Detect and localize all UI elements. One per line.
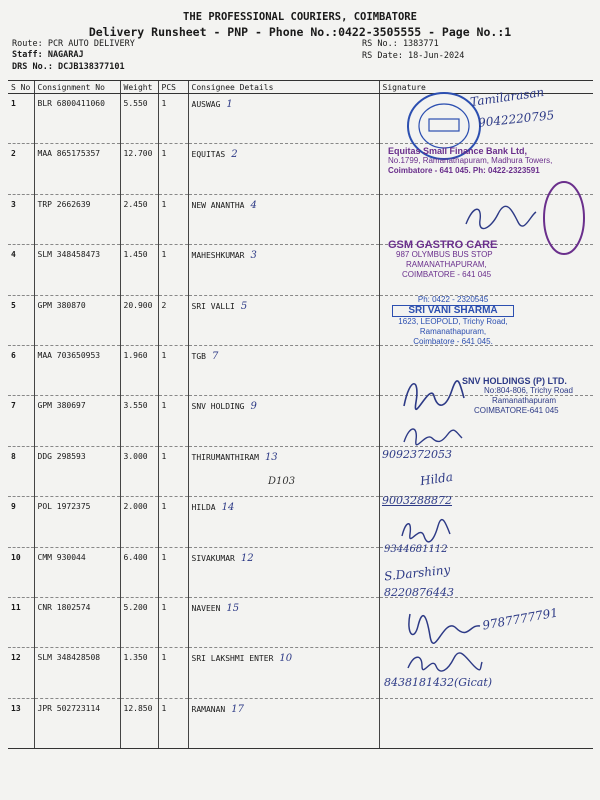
consignee-name: SRI LAKSHMI ENTER	[191, 654, 274, 664]
gicat-note: (Gicat)	[454, 676, 493, 689]
row-consignment-no: DDG 298593	[34, 446, 120, 496]
signature-scribble-3	[460, 196, 540, 236]
handwritten-sequence-mark: 4	[250, 199, 257, 211]
row-consignment-no: MAA 703650953	[34, 345, 120, 395]
row-pcs: 1	[158, 597, 188, 647]
row-weight: 5.200	[120, 597, 158, 647]
table-row	[8, 245, 593, 295]
vani-stamp: Ph: 0422 - 2320545 SRI VANI SHARMA 1623, LEOPOLD, Trichy Road, Ramanathapuram, Coimbatore - 641 045.	[378, 295, 528, 347]
row-sno: 11	[8, 597, 34, 647]
equitas-stamp: Equitas Small Finance Bank Ltd, No.1799, Ramanathapuram, Madhura Towers, Coimbatore - 641 045. Ph: 0422-2323591	[388, 146, 553, 175]
signature-note-9: Hilda	[419, 469, 454, 489]
company-title: THE PROFESSIONAL COURIERS, COIMBATORE	[183, 11, 417, 23]
row-sno: 8	[8, 446, 34, 496]
row-consignee	[188, 597, 379, 647]
consignee-name: TGB	[191, 351, 206, 361]
signature-phone-13	[384, 676, 492, 689]
handwritten-sequence-mark: 13	[264, 451, 278, 463]
table-row	[8, 497, 593, 547]
row-sno: 4	[8, 245, 34, 295]
row-pcs: 1	[158, 396, 188, 446]
row-sno: 2	[8, 144, 34, 194]
handwritten-sequence-mark: 3	[250, 250, 257, 262]
row-weight: 3.550	[120, 396, 158, 446]
signature-scribble-7	[400, 372, 466, 416]
consignee-name: AUSWAG	[191, 100, 221, 109]
row-pcs: 1	[158, 698, 188, 748]
signature-phone-12: 9787777791	[481, 605, 559, 633]
row-signature	[379, 698, 593, 748]
row-consignee	[188, 144, 379, 194]
consignee-name: MAHESHKUMAR	[191, 251, 245, 261]
signature-scribble-8	[400, 420, 466, 450]
handwritten-sequence-mark: 15	[226, 602, 240, 614]
row-consignee	[188, 497, 379, 547]
row-consignee	[188, 396, 379, 446]
row-consignee	[188, 345, 379, 395]
signature-phone-10: 9344681112	[384, 544, 448, 555]
signature-phone-11: 8220876443	[384, 586, 454, 599]
row-consignment-no: BLR 6800411060	[34, 94, 120, 144]
drs-number: DRS No.: DCJB138377101	[12, 62, 125, 72]
consignee-name: SNV HOLDING	[191, 402, 245, 412]
handwritten-sequence-mark: 12	[240, 552, 254, 564]
table-row	[8, 698, 593, 748]
signature-scribble-10	[398, 516, 454, 546]
row-pcs: 1	[158, 144, 188, 194]
snv-stamp: SNV HOLDINGS (P) LTD. No:804-806, Trichy Road Ramanathapuram COIMBATORE-641 045	[462, 376, 573, 415]
consignee-name: EQUITAS	[191, 150, 226, 160]
row-pcs: 1	[158, 446, 188, 496]
row-pcs: 1	[158, 245, 188, 295]
row-consignee	[188, 446, 379, 496]
phone-text: 8438181432	[384, 676, 454, 689]
row-consignee	[188, 245, 379, 295]
row-pcs: 2	[158, 295, 188, 345]
consignee-name: RAMANAN	[191, 704, 226, 714]
rs-number: RS No.: 1383771	[362, 39, 439, 49]
signature-note-1: Tamilarasan	[469, 84, 545, 110]
row-weight: 1.350	[120, 648, 158, 698]
row-consignment-no: CNR 1802574	[34, 597, 120, 647]
runsheet-title: Delivery Runsheet - PNP - Phone No.:0422-3505555 - Page No.:1	[88, 25, 512, 39]
row-sno: 9	[8, 497, 34, 547]
round-seal-stamp-2	[538, 178, 586, 258]
handwritten-sequence-mark: 10	[279, 653, 293, 665]
col-consignee: Consignee Details	[188, 81, 379, 94]
row-consignment-no: TRP 2662639	[34, 194, 120, 244]
row-consignee	[188, 94, 379, 144]
staff-label: Staff: NAGARAJ	[12, 50, 84, 60]
row-consignment-no: MAA 865175357	[34, 144, 120, 194]
row-sno: 7	[8, 396, 34, 446]
signature-phone-8: 9092372053	[382, 448, 452, 461]
row-consignee	[188, 547, 379, 597]
row-consignment-no: JPR 502723114	[34, 698, 120, 748]
signature-phone-1: 9042220795	[477, 108, 555, 130]
row-weight: 3.000	[120, 446, 158, 496]
table-row	[8, 648, 593, 698]
signature-scribble-12	[404, 606, 484, 646]
row-weight: 2.000	[120, 497, 158, 547]
handwritten-sequence-mark: 9	[250, 401, 257, 413]
gsm-stamp: GSM GASTRO CARE 987 OLYMBUS BUS STOP RAMANATHAPURAM, COIMBATORE - 641 045	[388, 239, 498, 279]
consignee-name: SRI VALLI	[191, 301, 235, 311]
row-sno: 1	[8, 94, 34, 144]
row-sno: 13	[8, 698, 34, 748]
row-sno: 3	[8, 194, 34, 244]
row-consignment-no: POL 1972375	[34, 497, 120, 547]
row-consignee	[188, 295, 379, 345]
handwritten-sequence-mark: 1	[226, 99, 233, 110]
row-consignment-no: CMM 930044	[34, 547, 120, 597]
route-label: Route: PCR AUTO DELIVERY	[12, 39, 135, 49]
row-weight: 20.900	[120, 295, 158, 345]
consignee-name: NEW ANANTHA	[191, 200, 245, 210]
col-weight: Weight	[120, 81, 158, 94]
row-weight: 5.550	[120, 94, 158, 144]
col-sno: S No	[8, 81, 34, 94]
row-sno: 5	[8, 295, 34, 345]
col-consignment: Consignment No	[34, 81, 120, 94]
row-weight: 12.700	[120, 144, 158, 194]
row-consignment-no: SLM 348458473	[34, 245, 120, 295]
row-weight: 12.850	[120, 698, 158, 748]
consignee-name: HILDA	[191, 503, 216, 513]
row-consignment-no: SLM 348428508	[34, 648, 120, 698]
row-pcs: 1	[158, 648, 188, 698]
row-pcs: 1	[158, 547, 188, 597]
row-weight: 2.450	[120, 194, 158, 244]
row-pcs: 1	[158, 194, 188, 244]
col-pcs: PCS	[158, 81, 188, 94]
row-consignment-no: GPM 380870	[34, 295, 120, 345]
row-consignee	[188, 194, 379, 244]
row-weight: 1.960	[120, 345, 158, 395]
row-consignee	[188, 698, 379, 748]
handwritten-sequence-mark: 2	[231, 149, 238, 161]
signature-scribble-13	[404, 650, 484, 676]
handwritten-sequence-mark: 7	[211, 350, 219, 362]
handwritten-sequence-mark: 14	[221, 502, 235, 514]
consignee-name: SIVAKUMAR	[191, 553, 235, 563]
handwritten-sequence-mark: 5	[240, 300, 248, 312]
row-sno: 6	[8, 345, 34, 395]
row-sno: 10	[8, 547, 34, 597]
row-pcs: 1	[158, 94, 188, 144]
consignee-name: NAVEEN	[191, 603, 221, 613]
handwritten-remark: D103	[268, 476, 296, 487]
row-consignment-no: GPM 380697	[34, 396, 120, 446]
row-pcs: 1	[158, 345, 188, 395]
handwritten-sequence-mark: 17	[231, 703, 244, 715]
table-row	[8, 446, 593, 496]
rs-date: RS Date: 18-Jun-2024	[362, 51, 465, 61]
row-consignee	[188, 648, 379, 698]
row-sno: 12	[8, 648, 34, 698]
table-row	[8, 547, 593, 597]
row-pcs: 1	[158, 497, 188, 547]
row-weight: 1.450	[120, 245, 158, 295]
signature-note-11: S.Darshiny	[383, 562, 451, 584]
signature-phone-9: 9003288872	[382, 494, 452, 507]
col-signature: Signature	[379, 81, 593, 94]
row-weight: 6.400	[120, 547, 158, 597]
consignee-name: THIRUMANTHIRAM	[191, 452, 259, 462]
